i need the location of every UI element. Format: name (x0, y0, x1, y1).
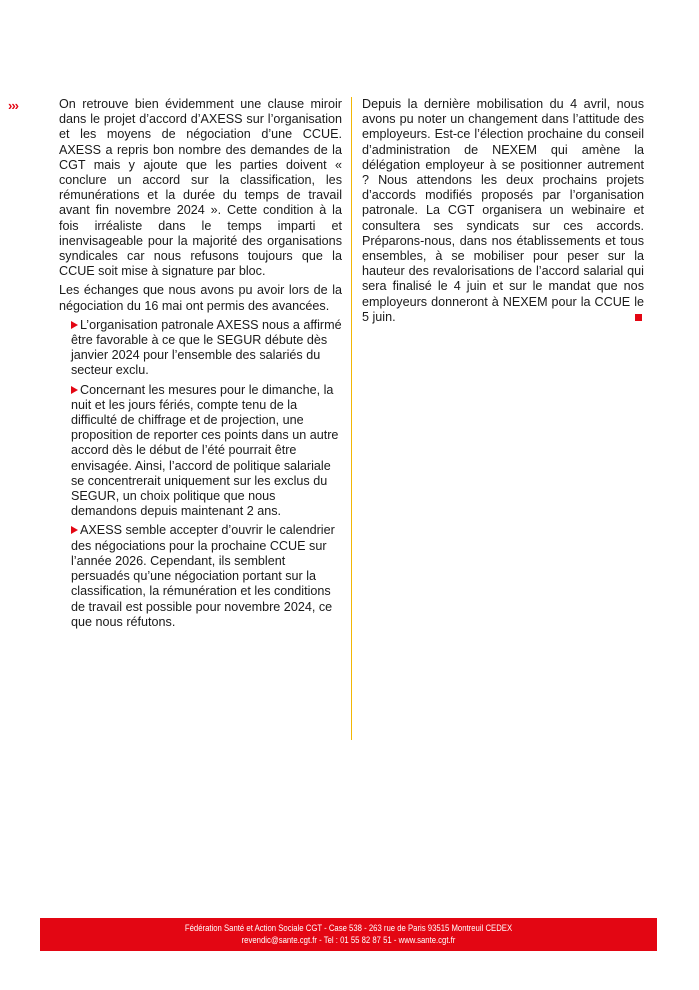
right-column (362, 97, 644, 325)
bullet-item (71, 523, 342, 629)
left-column (59, 97, 342, 634)
bullet-text: L’organisation patronale AXESS nous a affirmé être favorable à ce que le SEGUR débute dès janvier 2024 pour l’ensemble des salariés du secteur exclu. (71, 317, 342, 378)
triangle-bullet-icon (71, 386, 78, 394)
column-divider (351, 97, 352, 740)
footer-bar (40, 918, 657, 951)
section-marker-icon: ››› (8, 98, 18, 113)
left-paragraph-1: On retrouve bien évidemment une clause miroir dans le projet d’accord d’AXESS sur l’organisation et les moyens de négociation d’une CCUE. AXESS a repris bon nombre des demandes de la CGT mais y ajoute que les parties doivent « conclure un accord sur la classification, les rémunérations et la durée du temps de travail avant fin novembre 2024 ». Cette condition à la fois irréaliste dans le temps imparti et inenvisageable pour la majorité des organisations syndicales car nous refusons toujours que la CCUE soit mise à signature par bloc. (59, 97, 342, 279)
end-mark-icon (635, 314, 642, 321)
bullet-list (71, 318, 342, 630)
triangle-bullet-icon (71, 526, 78, 534)
left-paragraph-2: Les échanges que nous avons pu avoir lors de la négociation du 16 mai ont permis des avancées. (59, 283, 342, 313)
bullet-text: Concernant les mesures pour le dimanche, la nuit et les jours fériés, compte tenu de la difficulté de chiffrage et de projection, une proposition de reporter ces points dans un autre accord dès le début de l’été pourrait être envisagée. Ainsi, l’accord de politique salariale se concentrerait uniquement sur les exclus du SEGUR, un choix politique que nous demandons depuis maintenant 2 ans. (71, 382, 339, 519)
bullet-item (71, 318, 342, 379)
footer-address: Fédération Santé et Action Sociale CGT - Case 538 - 263 rue de Paris 93515 Montreuil CEDEX (184, 923, 513, 933)
triangle-bullet-icon (71, 321, 78, 329)
bullet-item (71, 383, 342, 520)
footer-contact: revendic@sante.cgt.fr - Tel : 01 55 82 87 51 - www.sante.cgt.fr (241, 935, 456, 945)
right-paragraph-text: Depuis la dernière mobilisation du 4 avril, nous avons pu noter un changement dans l’attitude des employeurs. Est-ce l’élection prochaine du conseil d’administration de NEXEM qui amène la délégation employeur à se positionner autrement ? Nous attendons les deux prochains projets d’accords modifiés proposés par l’organisation patronale. La CGT organisera un webinaire et consultera ses syndicats sur ces accords. Préparons-nous, dans nos établissements et tous ensembles, à se mobiliser pour peser sur la hauteur des revalorisations de l’accord salarial qui sera finalisé le 4 juin et sur le mandat que nos employeurs donneront à NEXEM pour la CCUE le 5 juin. (362, 97, 644, 324)
bullet-text: AXESS semble accepter d’ouvrir le calendrier des négociations pour la prochaine CCUE sur l’année 2026. Cependant, ils semblent persuadés qu’une négociation portant sur la classification, la rémunération et les conditions de travail est possible pour novembre 2024, ce que nous réfutons. (71, 523, 335, 629)
right-paragraph (362, 97, 644, 325)
